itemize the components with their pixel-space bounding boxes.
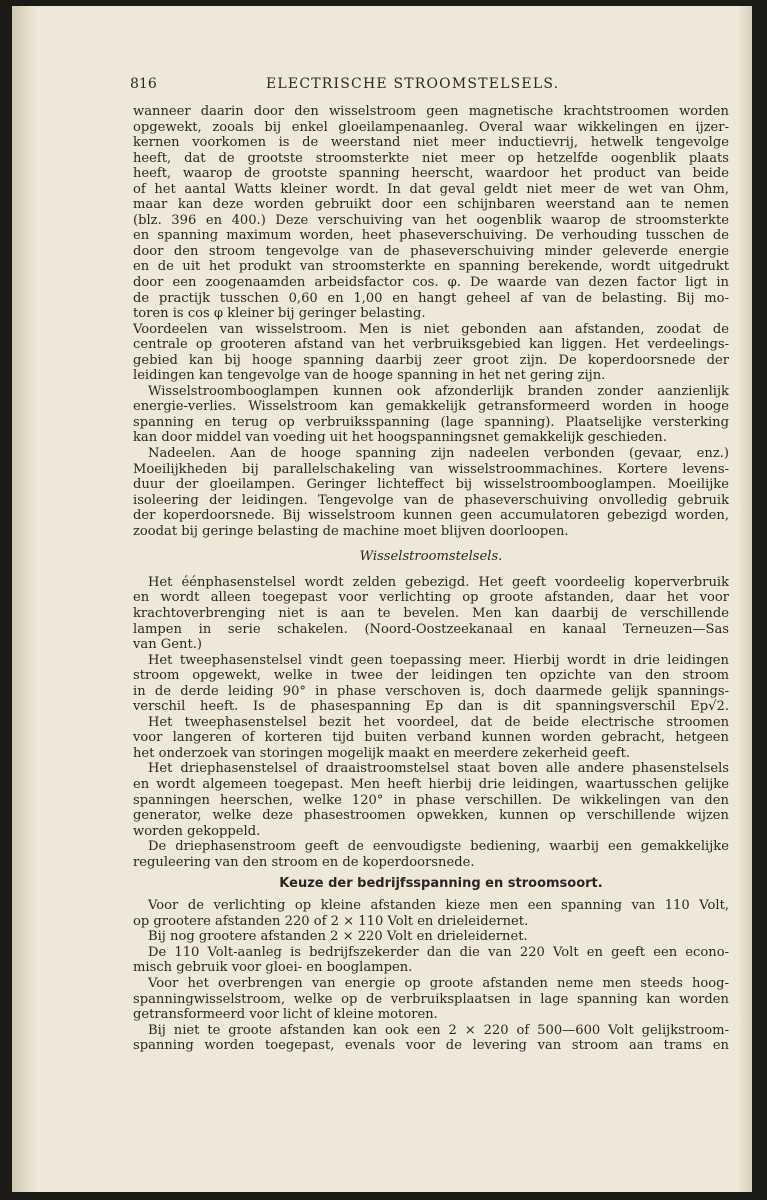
text-line: Bij nog grootere afstanden 2 × 220 Volt en drieleidernet.	[148, 929, 528, 945]
section-title: Keuze der bedrijfsspanning en stroomsoort.	[279, 876, 603, 892]
body-text	[133, 104, 729, 1054]
text-line: Voor het overbrengen van energie op groote afstanden neme men steeds hoog-	[148, 975, 729, 991]
text-line: heeft, dat de grootste stroomsterkte niet meer op hetzelfde oogenblik plaats	[133, 150, 729, 166]
text-line: reguleering van den stroom en de koperdoorsnede.	[133, 854, 475, 870]
text-line: of het aantal Watts kleiner wordt. In dat geval geldt niet meer de wet van Ohm,	[133, 181, 729, 197]
text-line: energie-verlies. Wisselstroom kan gemakkelijk getransformeerd worden in hooge	[133, 399, 729, 415]
text-line: spanningen heerschen, welke 120° in phase verschillen. De wikkelingen van den	[133, 792, 729, 808]
text-line: Het éénphasenstelsel wordt zelden gebezigd. Het geeft voordeelig koperverbruik	[148, 574, 729, 590]
text-line: Bij niet te groote afstanden kan ook een 2 × 220 of 500—600 Volt gelijkstroom-	[148, 1022, 729, 1038]
book-page	[12, 6, 752, 1192]
text-line: op grootere afstanden 220 of 2 × 110 Volt en drieleidernet.	[133, 913, 529, 929]
text-line: wanneer daarin door den wisselstroom geen magnetische krachtstroomen worden	[133, 104, 729, 119]
text-line: zoodat bij geringe belasting de machine moet blijven doorloopen.	[133, 523, 569, 539]
text-line: der koperdoorsnede. Bij wisselstroom kunnen geen accumulatoren gebezigd worden,	[133, 508, 729, 524]
text-line: kernen voorkomen is de weerstand niet meer inductievrij, hetwelk tengevolge	[133, 135, 729, 151]
text-line: door een zoogenaamden arbeidsfactor cos. φ. De waarde van dezen factor ligt in	[133, 275, 729, 291]
text-line: opgewekt, zooals bij enkel gloeilampenaanleg. Overal waar wikkelingen en ijzer-	[133, 119, 729, 135]
text-line: kan door middel van voeding uit het hoogspanningsnet gemakkelijk geschieden.	[133, 430, 667, 446]
text-line: voor langeren of korteren tijd buiten verband kunnen worden gebracht, hetgeen	[133, 730, 729, 746]
text-line: Voordeelen van wisselstroom. Men is niet gebonden aan afstanden, zoodat de	[133, 321, 729, 337]
text-line: (blz. 396 en 400.) Deze verschuiving van het oogenblik waarop de stroomsterkte	[133, 212, 729, 228]
text-line: van Gent.)	[133, 637, 202, 653]
page-number: 816	[130, 76, 157, 92]
text-line: heeft, waarop de grootste spanning heerscht, waardoor het product van beide	[133, 166, 729, 182]
text-line: Het driephasenstelsel of draaistroomstelsel staat boven alle andere phasenstelsels	[148, 761, 729, 777]
text-line: Voor de verlichting op kleine afstanden kieze men een spanning van 110 Volt,	[148, 898, 729, 914]
text-line: het onderzoek van storingen mogelijk maakt en meerdere zekerheid geeft.	[133, 745, 631, 761]
text-line: in de derde leiding 90° in phase verschoven is, doch daarmede gelijk spannings-	[133, 683, 729, 699]
text-line: De 110 Volt-aanleg is bedrijfszekerder dan die van 220 Volt en geeft een econo-	[148, 944, 729, 960]
text-line: stroom opgewekt, welke in twee der leidingen ten opzichte van den stroom	[133, 668, 729, 684]
text-line: de practijk tusschen 0,60 en 1,00 en hangt geheel af van de belasting. Bij mo-	[133, 290, 729, 306]
text-line: generator, welke deze phasestroomen opwekken, kunnen op verschillende wijzen	[133, 808, 729, 824]
text-line: en wordt algemeen toegepast. Men heeft hierbij drie leidingen, waartusschen gelijke	[133, 776, 729, 792]
text-line: verschil heeft. Is de phasespanning Ep dan is dit spanningsverschil Ep√2.	[133, 699, 729, 715]
text-line: en spanning maximum worden, heet phaseverschuiving. De verhouding tusschen de	[133, 228, 729, 244]
text-line: misch gebruik voor gloei- en booglampen.	[133, 960, 413, 976]
text-line: Nadeelen. Aan de hooge spanning zijn nadeelen verbonden (gevaar, enz.)	[148, 446, 729, 462]
text-line: leidingen kan tengevolge van de hooge spanning in het net gering zijn.	[133, 368, 606, 384]
text-line: Wisselstroombooglampen kunnen ook afzonderlijk branden zonder aanzienlijk	[148, 383, 729, 399]
text-line: De driephasenstroom geeft de eenvoudigste bediening, waarbij een gemakkelijke	[148, 839, 729, 855]
text-line: duur der gloeilampen. Geringer lichteffect bij wisselstroombooglampen. Moeilijke	[133, 477, 729, 493]
subheading: Wisselstroomstelsels.	[359, 549, 503, 565]
text-line: Het tweephasenstelsel bezit het voordeel, dat de beide electrische stroomen	[148, 714, 729, 730]
text-line: worden gekoppeld.	[133, 823, 261, 839]
page-header	[130, 76, 726, 96]
text-line: spanning worden toegepast, evenals voor de levering van stroom aan trams en	[133, 1038, 729, 1054]
text-line: Moeilijkheden bij parallelschakeling van wisselstroommachines. Kortere levens-	[133, 461, 729, 477]
text-line: toren is cos φ kleiner bij geringer belasting.	[133, 306, 426, 322]
text-line: krachtoverbrenging niet is aan te bevelen. Men kan daarbij de verschillende	[133, 605, 729, 621]
text-line: spanning en terug op verbruiksspanning (lage spanning). Plaatselijke versterking	[133, 414, 729, 430]
text-line: centrale op grooteren afstand van het verbruiksgebied kan liggen. Het verdeelings-	[133, 337, 729, 353]
running-head: ELECTRISCHE STROOMSTELSELS.	[266, 76, 560, 92]
text-line: spanningwisselstroom, welke op de verbruiksplaatsen in lage spanning kan worden	[133, 991, 729, 1007]
text-line: Het tweephasenstelsel vindt geen toepassing meer. Hierbij wordt in drie leidingen	[148, 652, 729, 668]
text-line: gebied kan bij hooge spanning daarbij zeer groot zijn. De koperdoorsnede der	[133, 352, 729, 368]
page-edge-shadow	[738, 6, 752, 1192]
text-line: maar kan deze worden gebruikt door een schijnbaren weerstand aan te nemen	[133, 197, 729, 213]
text-line: en wordt alleen toegepast voor verlichting op groote afstanden, daar het voor	[133, 590, 729, 606]
text-line: en de uit het produkt van stroomsterkte en spanning berekende, wordt uitgedrukt	[133, 259, 729, 275]
page-gutter-shadow	[12, 6, 38, 1192]
text-line: lampen in serie schakelen. (Noord-Oostzeekanaal en kanaal Terneuzen—Sas	[133, 621, 729, 637]
text-line: getransformeerd voor licht of kleine motoren.	[133, 1007, 438, 1023]
text-line: isoleering der leidingen. Tengevolge van de phaseverschuiving onvolledig gebruik	[133, 492, 729, 508]
text-line: door den stroom tengevolge van de phaseverschuiving minder geleverde energie	[133, 243, 729, 259]
